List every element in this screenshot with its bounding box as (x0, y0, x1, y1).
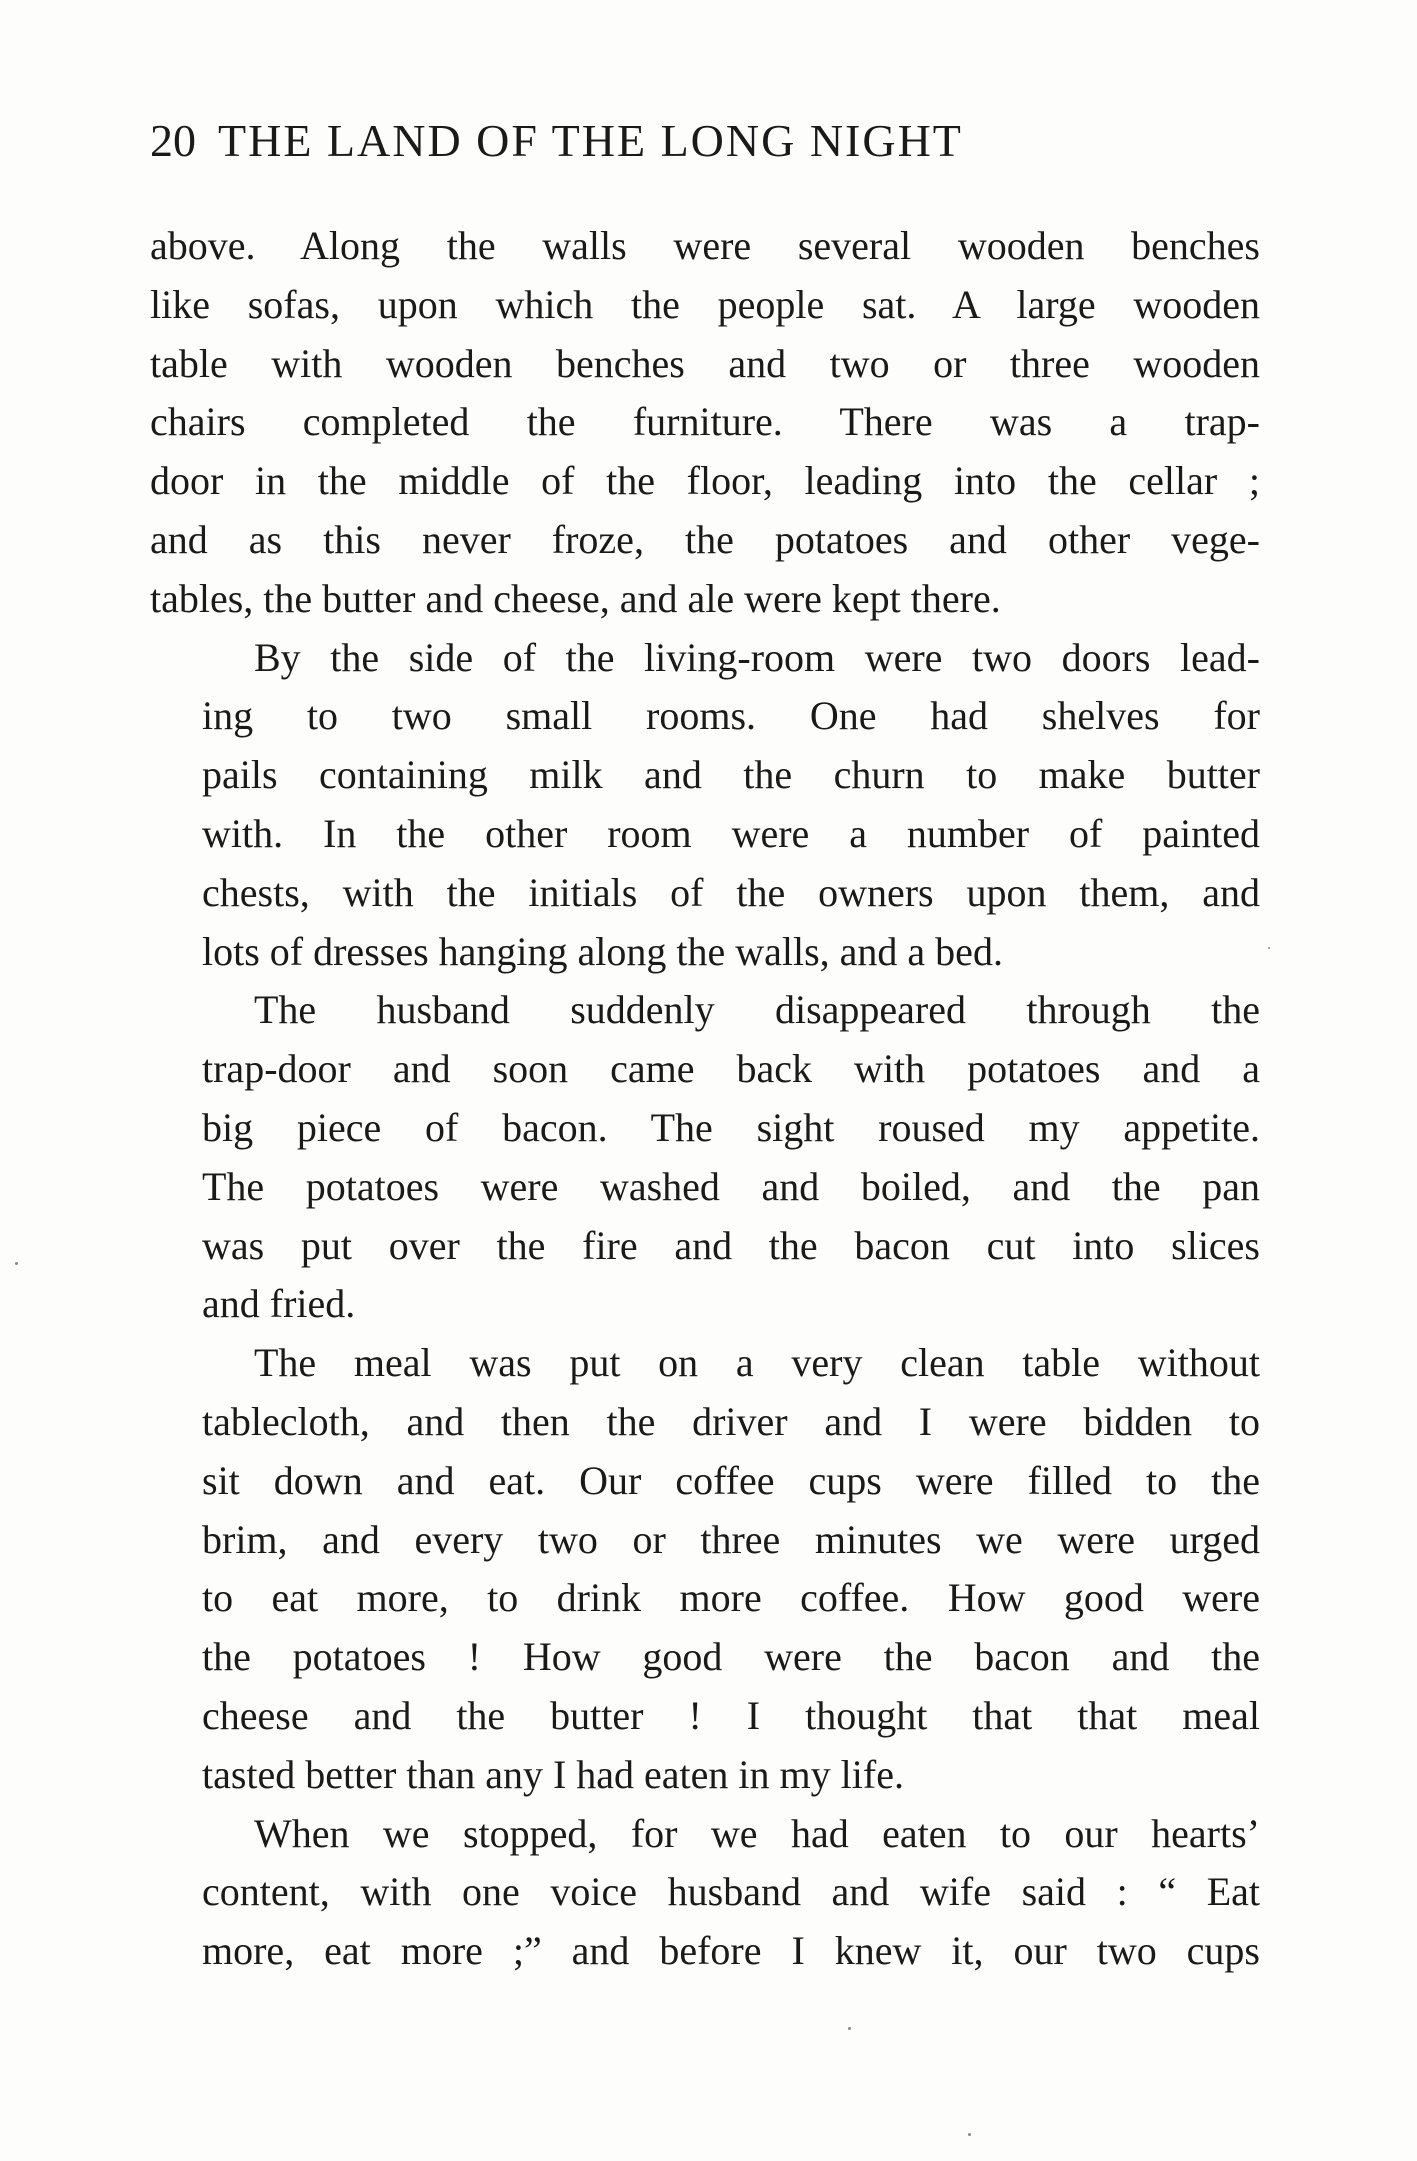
text-line: tables, the butter and cheese, and ale were kept there. (150, 575, 1001, 621)
text-line: chests, with the initials of the owners upon them, and (202, 869, 1260, 915)
text-line: pails containing milk and the churn to make butter (202, 752, 1260, 798)
text-line: and as this never froze, the potatoes and other vege- (150, 516, 1260, 562)
print-speck (848, 2027, 851, 2030)
text-line: like sofas, upon which the people sat. A large wooden (150, 281, 1260, 327)
paragraph-4 (150, 1334, 1260, 1804)
paragraph-2 (150, 629, 1260, 982)
paragraph-3 (150, 981, 1260, 1334)
text-line: content, with one voice husband and wife said : “ Eat (202, 1869, 1260, 1915)
paragraph-1 (150, 217, 1260, 629)
print-speck (968, 2133, 971, 2136)
text-line: with. In the other room were a number of painted (202, 810, 1260, 856)
text-line: The potatoes were washed and boiled, and the pan (202, 1163, 1260, 1209)
page-number: 20 (150, 115, 196, 166)
text-line: to eat more, to drink more coffee. How good were (202, 1575, 1260, 1621)
running-head (150, 115, 1260, 166)
text-line: ing to two small rooms. One had shelves for (202, 693, 1260, 739)
text-line: tasted better than any I had eaten in my life. (202, 1751, 904, 1797)
text-line: The meal was put on a very clean table without (254, 1340, 1260, 1386)
paragraph-5 (150, 1805, 1260, 1981)
text-line: brim, and every two or three minutes we were urged (202, 1516, 1260, 1562)
text-line: By the side of the living-room were two doors lead- (254, 634, 1260, 680)
text-line: above. Along the walls were several wooden benches (150, 223, 1260, 268)
text-line: and fried. (202, 1281, 356, 1327)
text-line: was put over the fire and the bacon cut into slices (202, 1222, 1260, 1268)
text-line: When we stopped, for we had eaten to our hearts’ (254, 1810, 1260, 1856)
text-line: tablecloth, and then the driver and I were bidden to (202, 1398, 1260, 1444)
body-text (150, 217, 1260, 1981)
text-line: door in the middle of the floor, leading into the cellar ; (150, 458, 1260, 504)
text-line: chairs completed the furniture. There was a trap- (150, 399, 1260, 445)
print-speck (15, 1262, 18, 1265)
text-line: trap-door and soon came back with potatoes and a (202, 1046, 1260, 1092)
text-line: table with wooden benches and two or three wooden (150, 340, 1260, 386)
running-head-title: THE LAND OF THE LONG NIGHT (218, 115, 963, 166)
text-line: cheese and the butter ! I thought that that meal (202, 1692, 1260, 1738)
print-speck (1268, 947, 1270, 949)
text-line: lots of dresses hanging along the walls, and a bed. (202, 928, 1003, 974)
text-line: the potatoes ! How good were the bacon and the (202, 1634, 1260, 1680)
text-line: sit down and eat. Our coffee cups were filled to the (202, 1457, 1260, 1503)
text-line: The husband suddenly disappeared through the (254, 987, 1260, 1033)
text-line: big piece of bacon. The sight roused my appetite. (202, 1104, 1260, 1150)
text-line: more, eat more ;” and before I knew it, our two cups (202, 1928, 1260, 1974)
